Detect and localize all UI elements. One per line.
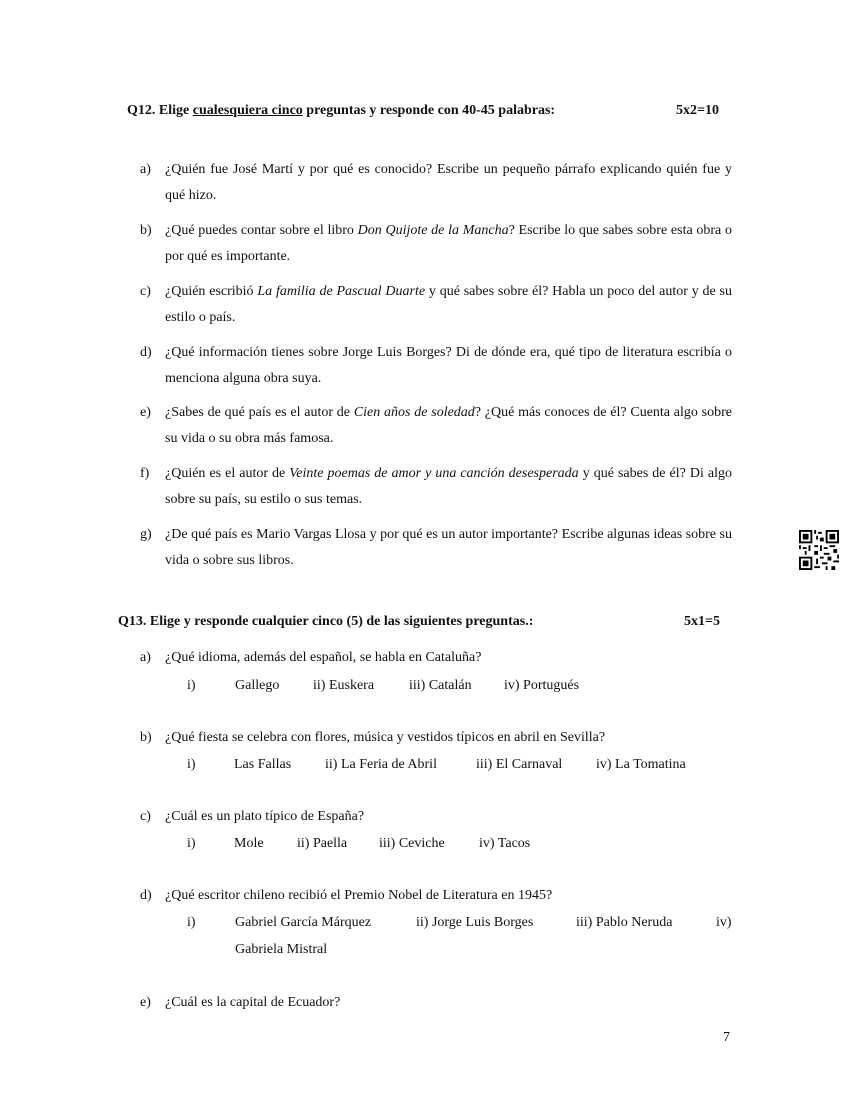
q13-marks: 5x1=5	[684, 614, 720, 629]
item-label: a)	[140, 650, 151, 665]
option: iii) Ceviche	[379, 836, 445, 851]
q12-title-underlined: cualesquiera cinco	[192, 103, 303, 118]
qr-code-icon	[799, 530, 839, 570]
option: Gallego	[235, 678, 280, 693]
item-text: ¿De qué país es Mario Vargas Llosa y por qué es un autor importante? Escribe algunas ideas sobre su vida o sobre sus libros.	[165, 527, 732, 568]
item-question: ¿Qué fiesta se celebra con flores, música y vestidos típicos en abril en Sevilla?	[165, 730, 606, 745]
item-label: e)	[140, 405, 151, 420]
q13-item-b	[140, 730, 605, 746]
item-question: ¿Qué idioma, además del español, se habla en Cataluña?	[165, 650, 482, 665]
option-marker: i)	[187, 915, 196, 930]
item-question: ¿Cuál es la capital de Ecuador?	[165, 995, 341, 1010]
option: iii) El Carnaval	[476, 757, 563, 772]
option-marker: i)	[187, 757, 196, 772]
item-label: d)	[140, 888, 152, 903]
option-marker: i)	[187, 678, 196, 693]
q13-d-options	[187, 915, 732, 963]
option: Las Fallas	[234, 757, 292, 772]
item-label: f)	[140, 466, 150, 481]
page-number: 7	[723, 1030, 730, 1045]
option: iii) Pablo Neruda	[576, 915, 673, 930]
item-label: g)	[140, 527, 152, 542]
item-label: a)	[140, 162, 151, 177]
q13-heading: Q13. Elige y responde cualquier cinco (5) de las siguientes preguntas.:	[118, 614, 534, 629]
q12-heading	[127, 103, 555, 119]
q13-item-c	[140, 809, 364, 825]
item-text: ¿Quién fue José Martí y por qué es conocido? Escribe un pequeño párrafo explicando quién fue y qué hizo.	[165, 162, 732, 203]
option: ii) Paella	[297, 836, 348, 851]
item-label: b)	[140, 730, 152, 745]
option: Gabriela Mistral	[235, 942, 328, 957]
option: iv) Tacos	[479, 836, 531, 851]
option: Gabriel García Márquez	[235, 915, 372, 930]
item-text: ¿Sabes de qué país es el autor de Cien años de soledad? ¿Qué más conoces de él? Cuenta algo sobre su vida o su obra más famosa.	[165, 405, 733, 446]
q12-marks: 5x2=10	[676, 103, 719, 118]
item-label: e)	[140, 995, 151, 1010]
option: iv) La Tomatina	[596, 757, 686, 772]
q12-title-end: preguntas y responde con 40-45 palabras:	[302, 103, 556, 118]
option: ii) Jorge Luis Borges	[416, 915, 534, 930]
item-label: c)	[140, 809, 151, 824]
item-text: ¿Qué información tienes sobre Jorge Luis Borges? Di de dónde era, qué tipo de literatura escribía o menciona alguna obra suya.	[165, 345, 732, 386]
option: ii) Euskera	[313, 678, 375, 693]
q13-item-e	[140, 995, 340, 1011]
item-question: ¿Qué escritor chileno recibió el Premio Nobel de Literatura en 1945?	[165, 888, 553, 903]
option-marker: i)	[187, 836, 196, 851]
option: ii) La Feria de Abril	[325, 757, 437, 772]
item-text: ¿Quién escribió La familia de Pascual Duarte y qué sabes sobre él? Habla un poco del autor y de su estilo o país.	[165, 284, 733, 325]
option: Mole	[234, 836, 264, 851]
option: iii) Catalán	[409, 678, 472, 693]
q13-item-a	[140, 650, 481, 666]
option: iv)	[716, 915, 732, 930]
q12-title-start: Q12. Elige	[127, 103, 193, 118]
q13-item-d	[140, 888, 552, 904]
item-text: ¿Quién es el autor de Veinte poemas de amor y una canción desesperada y qué sabes de él? Di algo sobre su país, su estilo o sus temas.	[165, 466, 732, 507]
item-label: b)	[140, 223, 152, 238]
item-text: ¿Qué puedes contar sobre el libro Don Quijote de la Mancha? Escribe lo que sabes sobre esta obra o por qué es importante.	[165, 223, 732, 264]
item-question: ¿Cuál es un plato típico de España?	[165, 809, 365, 824]
option: iv) Portugués	[504, 678, 580, 693]
item-label: d)	[140, 345, 152, 360]
item-label: c)	[140, 284, 151, 299]
